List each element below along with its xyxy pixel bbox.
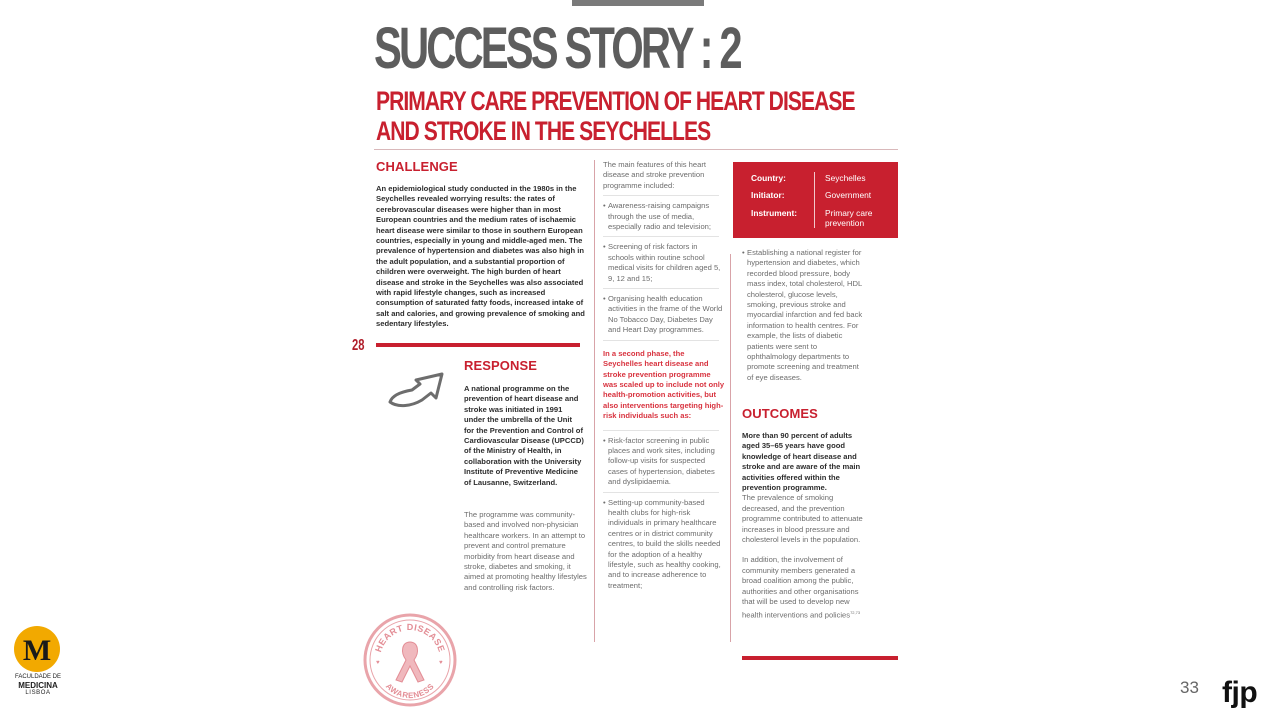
outcomes-body — [742, 431, 864, 620]
response-text: A national programme on the prevention of heart disease and stroke was initiated in 1991 under the umbrella of the Unit for the Prevention and Control of Cardiovascular Disease (UPCCD) of the Ministry of Health, in collaboration with the University Institute of Preventive Medicine of Lausanne, Switzerland. — [464, 384, 584, 487]
feature-bullet: • Awareness-raising campaigns through the use of media, especially radio and television; — [603, 201, 725, 232]
column-divider-1 — [594, 160, 595, 642]
arrow-icon — [386, 366, 448, 410]
feature-bullet: • Setting-up community-based health clubs for high-risk individuals in primary healthcare centres or in district community centres, to build the skills needed for the adoption of a healthy lifestyle, such as healthy cooking, and to increase adherence to treatment; — [603, 498, 725, 592]
svg-text:♥: ♥ — [439, 660, 443, 666]
bullet-separator — [603, 340, 719, 341]
outcomes-text-2: In addition, the involvement of community members generated a broad coalition among the public, authorities and other organisations that will be used to develop new health interventions and policies — [742, 555, 859, 620]
features-column — [603, 160, 725, 591]
info-box-divider — [814, 172, 815, 228]
page-subtitle — [376, 86, 855, 146]
feature-bullet: • Screening of risk factors in schools within routine school medical visits for children aged 5, 9, 12 and 15; — [603, 242, 725, 284]
bullet-separator — [603, 288, 719, 289]
brand-logo: fjp — [1222, 676, 1258, 709]
registry-bullet-text: • Establishing a national register for hypertension and diabetes, which recorded blood pressure, body mass index, total cholesterol, HDL cholesterol, glucose levels, smoking, previous stroke and myocardial infarction and fed back information to health centres. For example, the lists of diabetic patients were sent to ophthalmology departments to promote screening and treatment of eye diseases. — [742, 248, 864, 383]
page-title: SUCCESS STORY : 2 — [374, 16, 740, 81]
bullet-separator — [603, 492, 719, 493]
response-heading: RESPONSE — [464, 358, 538, 373]
stamp-top-text: HEART DISEASE — [373, 621, 447, 654]
registry-bullet — [742, 248, 864, 383]
second-phase-text: In a second phase, the Seychelles heart disease and stroke prevention programme was scaled up to include not only health-promotion activities, but also interventions targeting high-risk individuals such as: — [603, 348, 725, 421]
column-divider-2 — [730, 254, 731, 642]
info-box — [733, 162, 898, 238]
outcomes-text: The prevalence of smoking decreased, and the prevention programme contributed to attenuate increases in blood pressure and cholesterol levels in the population. — [742, 493, 863, 545]
logo-mark: M — [22, 634, 52, 667]
side-page-number: 28 — [352, 337, 365, 354]
outcomes-refs: 72,73 — [850, 609, 861, 615]
initiator-label: Initiator: — [751, 190, 785, 200]
challenge-heading: CHALLENGE — [376, 159, 458, 174]
awareness-ribbon-stamp — [362, 612, 458, 708]
challenge-red-bar — [376, 343, 580, 347]
feature-bullet: • Risk-factor screening in public places and work sites, including follow-up visits for suspected cases of hypertension, diabetes and dyslipidaemia. — [603, 436, 725, 488]
instrument-value: Primary care prevention — [825, 208, 873, 229]
subtitle-line-1: PRIMARY CARE PREVENTION OF HEART DISEASE — [376, 86, 855, 116]
subtitle-line-2: AND STROKE IN THE SEYCHELLES — [376, 116, 711, 146]
initiator-value: Government — [825, 190, 872, 200]
bullet-separator — [603, 430, 719, 431]
faculty-logo-icon — [14, 626, 60, 672]
top-decorative-bar — [572, 0, 704, 6]
country-label: Country: — [751, 173, 786, 183]
svg-text:AWARENESS — [384, 682, 436, 700]
bullet-separator — [603, 195, 719, 196]
response-text-2: The programme was community-based and involved non-physician healthcare workers. In an attempt to prevent and control premature morbidity from heart disease and stroke, diabetes and smoking, it aimed at promoting healthy lifestyles and controlling risk factors. — [464, 510, 587, 592]
outcomes-heading: OUTCOMES — [742, 406, 818, 421]
title-divider — [374, 149, 898, 150]
outcomes-red-bar — [742, 656, 898, 660]
logo-line-3: LISBOA — [25, 690, 51, 696]
instrument-label: Instrument: — [751, 208, 798, 218]
challenge-text: An epidemiological study conducted in the 1980s in the Seychelles revealed worrying results: the rates of cerebrovascular diseases were higher than in most European countries and the medium rates of ischaemic heart disease were similar to those in southern European countries, especially in young and middle-aged men. The prevalence of hypertension and diabetes was also high in the adult population, and a substantial proportion of children were overweight. The high burden of heart disease and stroke in the Seychelles was also associated with rapid lifestyle changes, such as increased consumption of saturated fatty foods, increased intake of salt and calories, and growing prevalence of smoking and sedentary lifestyles. — [376, 184, 585, 329]
country-value: Seychelles — [825, 173, 866, 183]
logo-line-1: FACULDADE DE — [14, 674, 61, 680]
feature-bullet: • Organising health education activities in the frame of the World No Tobacco Day, Diabetes Day and Heart Day programmes. — [603, 294, 725, 336]
outcomes-bold-text: More than 90 percent of adults aged 35–65 years have good knowledge of heart disease and stroke and are aware of the main activities offered within the prevention programme. — [742, 431, 861, 493]
stamp-bottom-text: AWARENESS — [384, 681, 436, 701]
features-intro: The main features of this heart disease and stroke prevention programme included: — [603, 160, 706, 190]
bullet-separator — [603, 236, 719, 237]
page-number: 33 — [1180, 678, 1199, 697]
svg-text:♥: ♥ — [376, 660, 380, 666]
logo-line-2: MEDICINA — [18, 681, 58, 690]
